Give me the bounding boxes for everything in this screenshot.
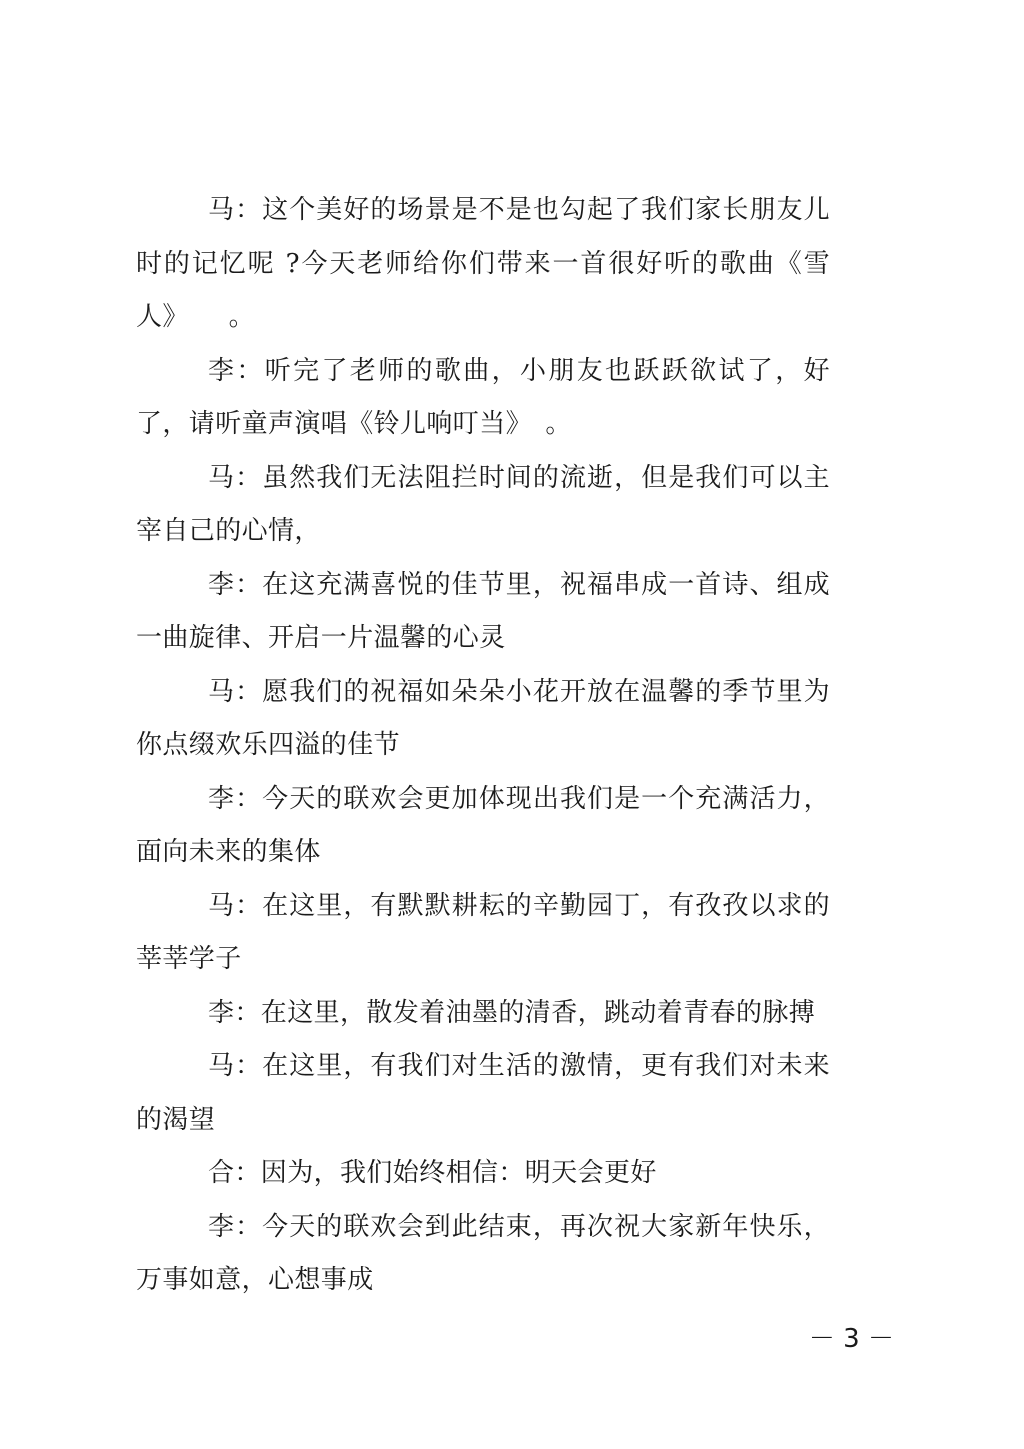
paragraph: 马：在这里，有默默耕耘的辛勤园丁，有孜孜以求的莘莘学子 (136, 890, 830, 974)
page-number: － 3 － (808, 1324, 894, 1354)
paragraph: 马：虽然我们无法阻拦时间的流逝，但是我们可以主宰自己的心情， (136, 462, 830, 546)
paragraph: 马：愿我们的祝福如朵朵小花开放在温馨的季节里为你点缀欢乐四溢的佳节 (136, 676, 830, 760)
document-body (136, 184, 830, 1308)
paragraph: 李：在这里，散发着油墨的清香，跳动着青春的脉搏 (208, 997, 816, 1028)
paragraph: 李：今天的联欢会到此结束，再次祝大家新年快乐，万事如意，心想事成 (136, 1211, 830, 1295)
paragraph: 合：因为，我们始终相信：明天会更好 (208, 1158, 657, 1188)
paragraph: 李：听完了老师的歌曲，小朋友也跃跃欲试了，好了，请听童声演唱《铃儿响叮当》 。 (136, 355, 830, 439)
paragraph: 马：这个美好的场景是不是也勾起了我们家长朋友儿时的记忆呢 ?今天老师给你们带来一首很好听的歌曲《雪人》 。 (136, 195, 830, 332)
paragraph: 李：在这充满喜悦的佳节里，祝福串成一首诗、组成一曲旋律、开启一片温馨的心灵 (136, 569, 830, 653)
paragraph: 李：今天的联欢会更加体现出我们是一个充满活力，面向未来的集体 (136, 783, 830, 867)
paragraph: 马：在这里，有我们对生活的激情，更有我们对未来的渴望 (136, 1051, 830, 1135)
